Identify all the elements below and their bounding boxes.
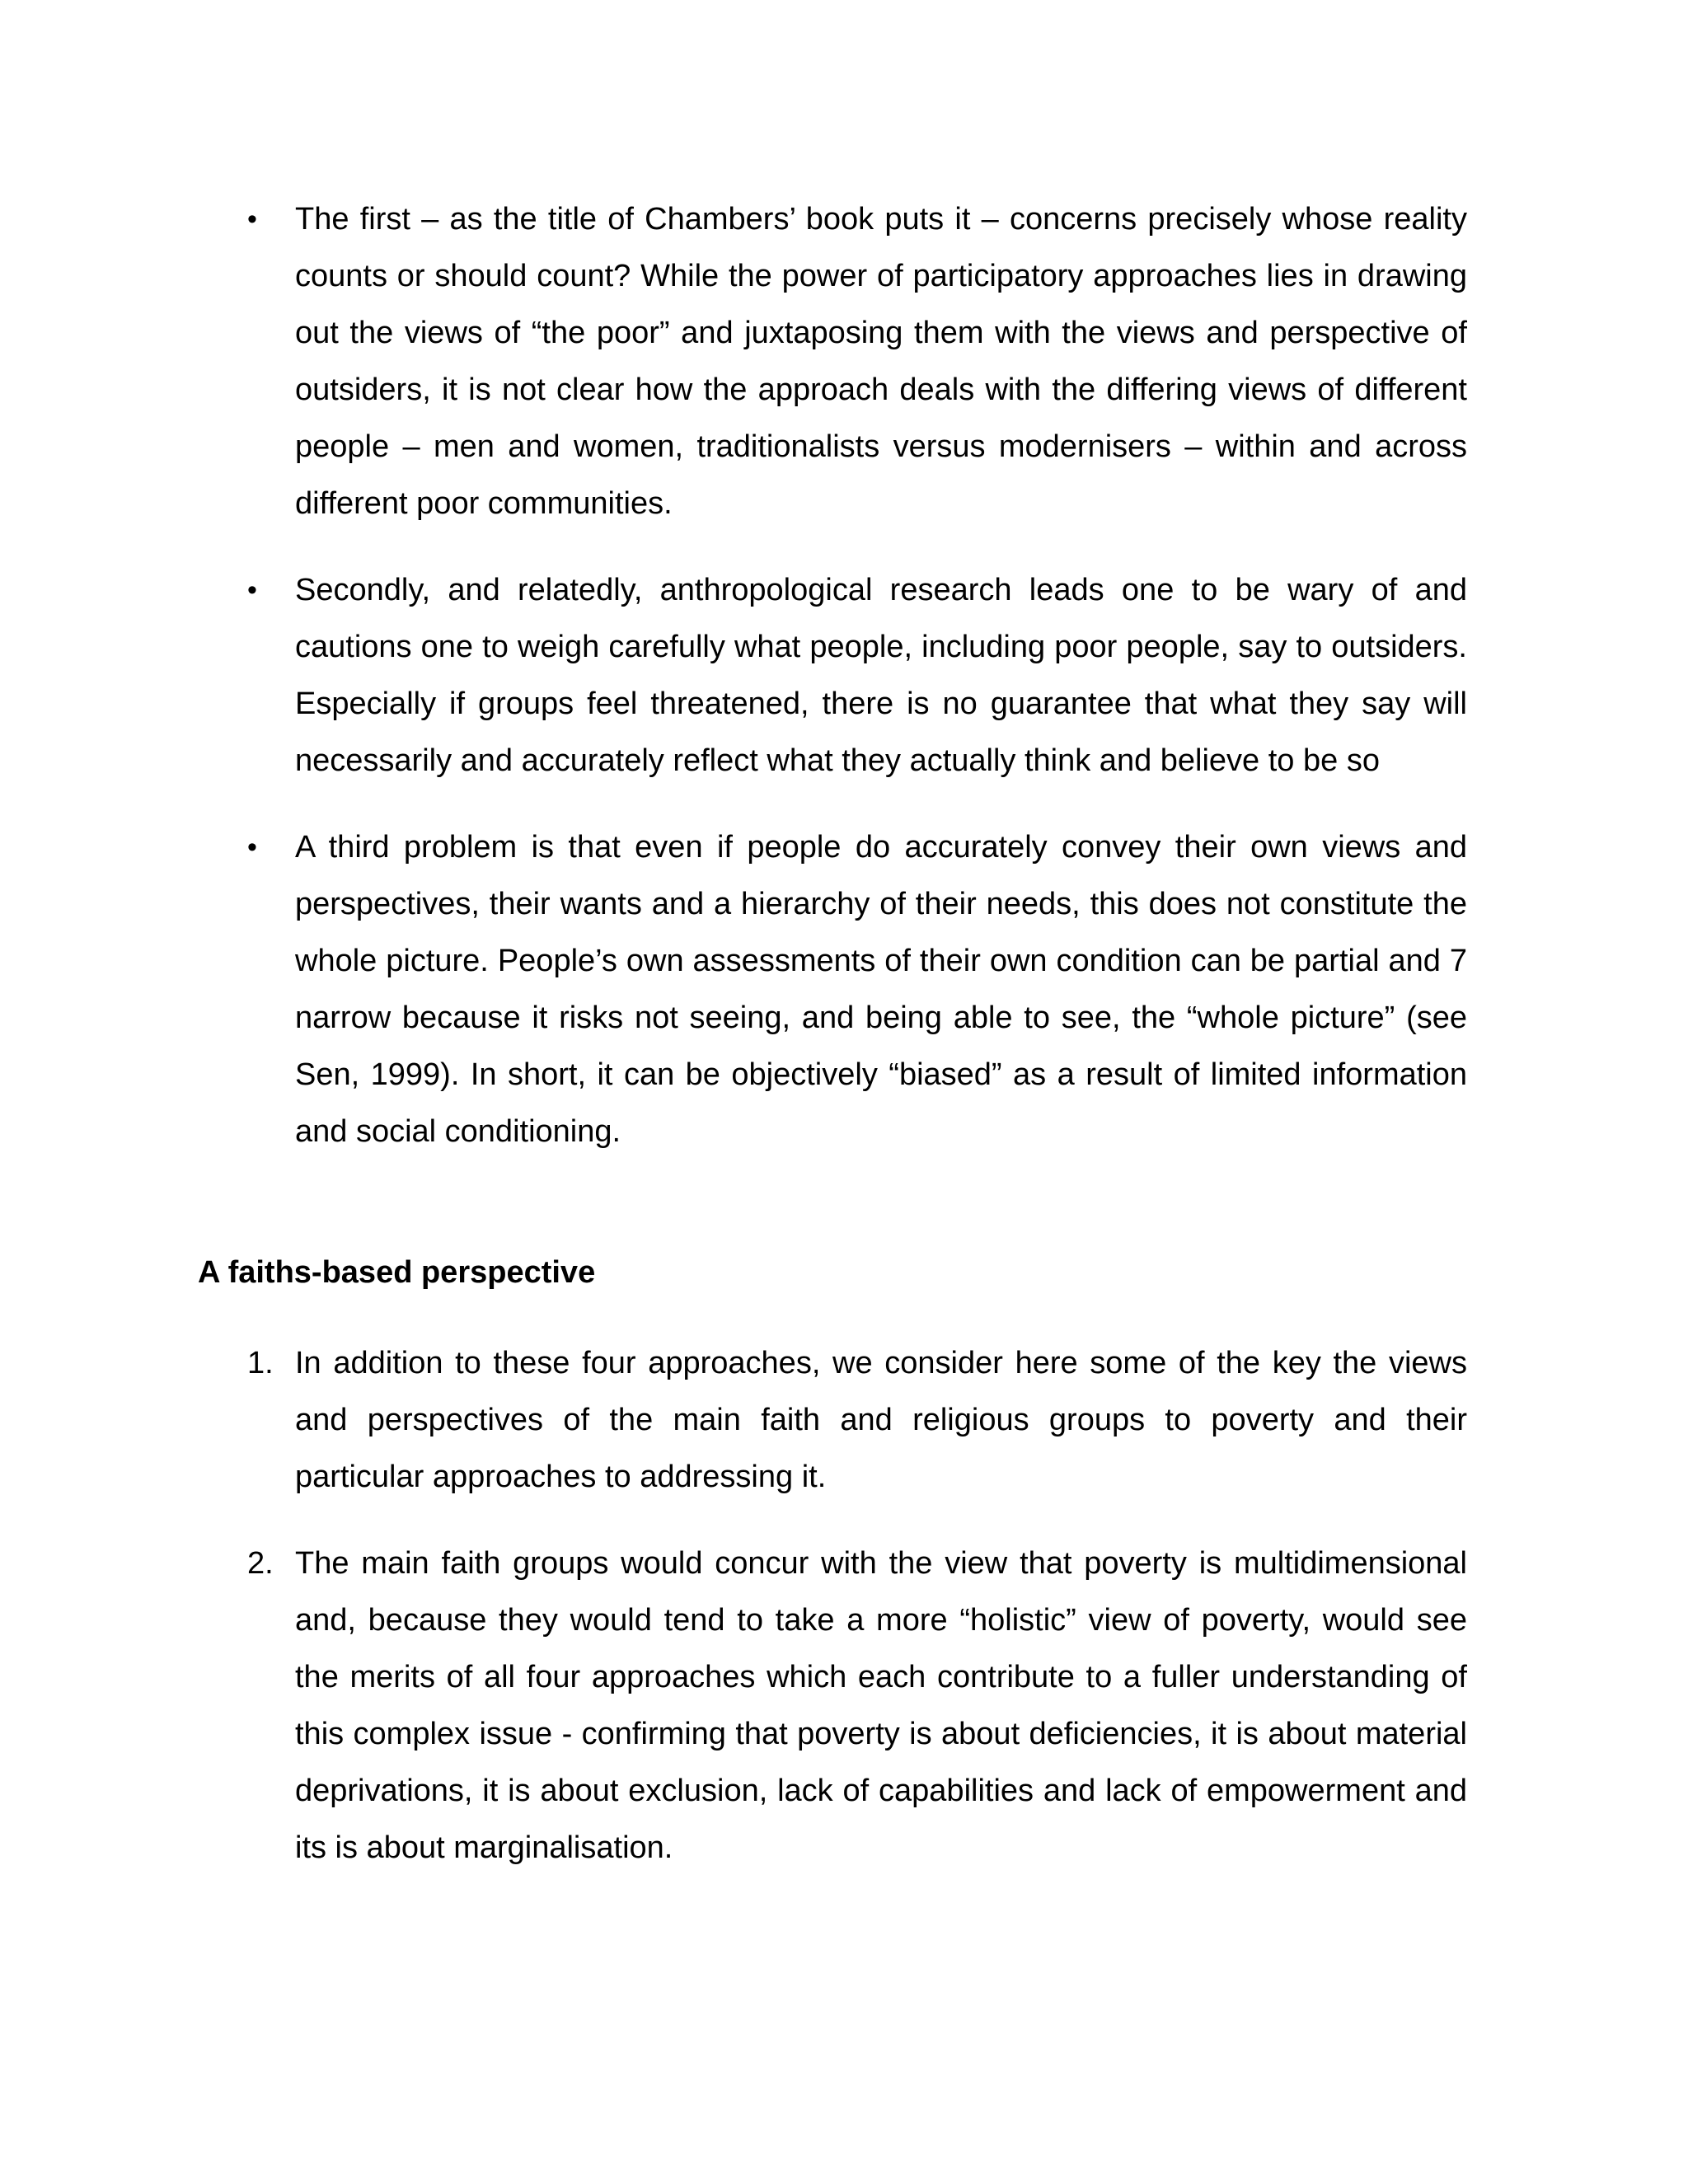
bullet-marker: •	[247, 832, 257, 863]
numbered-text: In addition to these four approaches, we consider here some of the key the views and perspectives of the main faith and religious groups to poverty and their particular approaches to addressing it.	[295, 1346, 1467, 1494]
number-marker: 1.	[247, 1346, 274, 1380]
bullet-text: Secondly, and relatedly, anthropological research leads one to be wary of and cautions one to weigh carefully what people, including poor people, say to outsiders. Especially if groups feel threatened, there is no guarantee that what they say will necessarily and accurately reflect what they actually think and believe to be so	[295, 573, 1467, 778]
bullet-item-3	[198, 819, 1467, 1160]
number-marker: 2.	[247, 1546, 274, 1581]
bullet-text: A third problem is that even if people do accurately convey their own views and perspectives, their wants and a hierarchy of their needs, this does not constitute the whole picture. People’s own assessments of their own condition can be partial and 7 narrow because it risks not seeing, and being able to see, the “whole picture” (see Sen, 1999). In short, it can be objectively “biased” as a result of limited information and social conditioning.	[295, 830, 1467, 1149]
numbered-item-1	[198, 1335, 1467, 1506]
bullet-text: The first – as the title of Chambers’ book puts it – concerns precisely whose reality counts or should count? While the power of participatory approaches lies in drawing out the views of “the poor” and juxtaposing them with the views and perspective of outsiders, it is not clear how the approach deals with the differing views of different people – men and women, traditionalists versus modernisers – within and across different poor communities.	[295, 202, 1467, 521]
section-heading: A faiths-based perspective	[198, 1255, 596, 1290]
bullet-list	[198, 191, 1467, 1190]
bullet-item-1	[198, 191, 1467, 532]
numbered-item-2	[198, 1535, 1467, 1877]
bullet-marker: •	[247, 204, 257, 235]
numbered-list	[198, 1335, 1467, 1906]
bullet-marker: •	[247, 574, 257, 606]
bullet-item-2	[198, 562, 1467, 790]
numbered-text: The main faith groups would concur with the view that poverty is multidimensional and, because they would tend to take a more “holistic” view of poverty, would see the merits of all four approaches which each contribute to a fuller understanding of this complex issue - confirming that poverty is about deficiencies, it is about material deprivations, it is about exclusion, lack of capabilities and lack of empowerment and its is about marginalisation.	[295, 1546, 1467, 1865]
